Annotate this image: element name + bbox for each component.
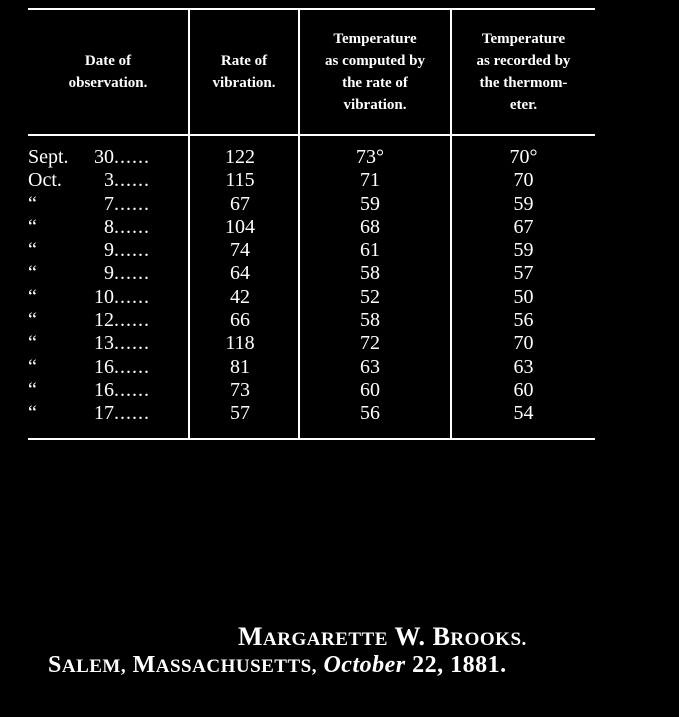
computed-temp-cell: 58 (360, 262, 380, 285)
recorded-temp-cell: 57 (513, 262, 534, 285)
computed-temp-cell: 60 (360, 378, 380, 401)
table-bottom-rule (28, 438, 595, 440)
place-and-date: SALEM, MASSACHUSETTS, October 22, 1881. (48, 652, 507, 678)
computed-temp-cell: 72 (360, 332, 380, 355)
date-cell: Oct. 3...... (28, 169, 150, 192)
date-cell: “ 8...... (28, 215, 150, 238)
date-cell: “ 13...... (28, 332, 150, 355)
table-row (28, 216, 595, 239)
rate-cell: 73 (230, 378, 250, 401)
recorded-temp-cell: 60 (513, 378, 534, 401)
header-rate: Rate of vibration. (212, 53, 276, 91)
rate-cell: 66 (230, 309, 250, 332)
computed-temp-cell: 52 (360, 285, 380, 308)
table-row (28, 193, 595, 216)
computed-temp-cell: 73° (356, 146, 384, 168)
table-row (28, 239, 595, 262)
table-row (28, 332, 595, 355)
recorded-temp-cell: 67 (513, 215, 534, 238)
recorded-temp-cell: 56 (513, 309, 534, 332)
date-cell: “ 9...... (28, 262, 150, 285)
computed-temp-cell: 61 (360, 239, 380, 262)
date-cell: “ 9...... (28, 239, 150, 262)
recorded-temp-cell: 54 (513, 402, 534, 425)
table-body (28, 146, 595, 426)
computed-temp-cell: 58 (360, 309, 380, 332)
table-row (28, 169, 595, 192)
table-row (28, 286, 595, 309)
rate-cell: 42 (230, 285, 250, 308)
header-date: Date of observation. (68, 53, 148, 91)
computed-temp-cell: 63 (360, 355, 380, 378)
table-row (28, 402, 595, 425)
date-cell: “ 17...... (28, 402, 150, 425)
signature: MARGARETTE W. BROOKS. (238, 622, 527, 651)
computed-temp-cell: 71 (360, 169, 380, 192)
recorded-temp-cell: 70 (513, 332, 534, 355)
recorded-temp-cell: 50 (513, 285, 534, 308)
recorded-temp-cell: 70° (509, 146, 538, 168)
header-bottom-rule (28, 134, 595, 136)
computed-temp-cell: 59 (360, 192, 380, 215)
table-row (28, 262, 595, 285)
header-recorded: Temperature as recorded by the thermom- eter. (476, 31, 571, 113)
rate-cell: 57 (230, 402, 250, 425)
recorded-temp-cell: 63 (513, 355, 534, 378)
rate-cell: 81 (230, 355, 250, 378)
rate-cell: 67 (230, 192, 250, 215)
rate-cell: 64 (230, 262, 250, 285)
rate-cell: 104 (225, 215, 255, 238)
table-row (28, 356, 595, 379)
date-cell: Sept. 30...... (28, 146, 150, 168)
header-computed: Temperature as computed by the rate of vibration. (324, 31, 425, 113)
computed-temp-cell: 56 (360, 402, 380, 425)
rate-cell: 74 (230, 239, 250, 262)
computed-temp-cell: 68 (360, 215, 380, 238)
recorded-temp-cell: 70 (513, 169, 534, 192)
rate-cell: 115 (225, 169, 255, 192)
table-row (28, 146, 595, 169)
rate-cell: 118 (225, 332, 255, 355)
rate-cell: 122 (225, 146, 255, 168)
recorded-temp-cell: 59 (513, 192, 534, 215)
date-cell: “ 10...... (28, 285, 150, 308)
table-row (28, 309, 595, 332)
recorded-temp-cell: 59 (513, 239, 534, 262)
date-cell: “ 7...... (28, 192, 150, 215)
table-row (28, 379, 595, 402)
date-cell: “ 16...... (28, 355, 150, 378)
date-cell: “ 16...... (28, 378, 150, 401)
date-cell: “ 12...... (28, 309, 150, 332)
table-top-rule (28, 8, 595, 10)
